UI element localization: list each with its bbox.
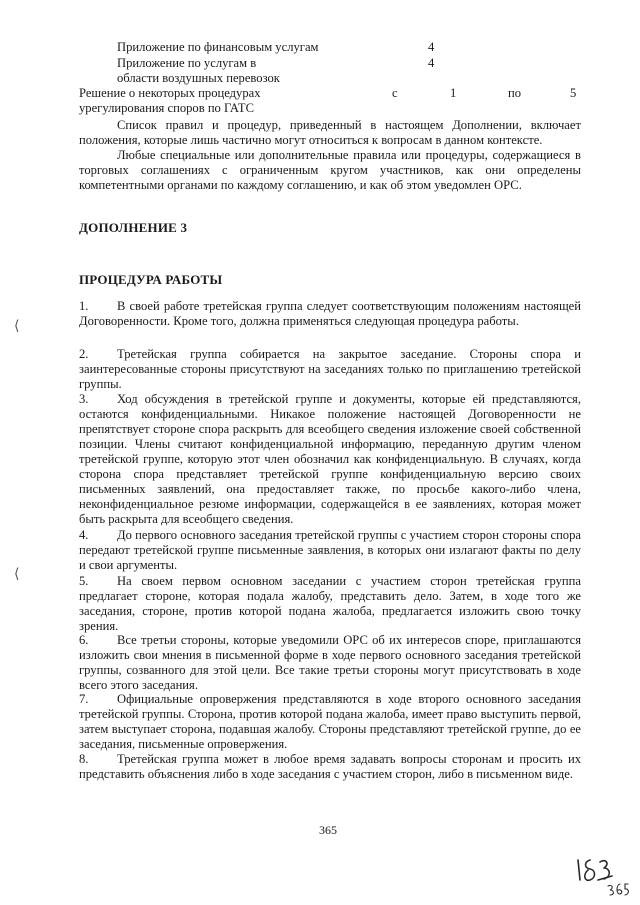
toc-row-label-line1: Приложение по услугам в [117, 56, 257, 70]
item-text: До первого основного заседания третейской группы с участием сторон стороны спора передают третейской группе письменные заявления, в которых они излагают факты по делу и свои аргументы. [79, 528, 581, 572]
list-item [79, 347, 581, 392]
list-item [79, 574, 581, 634]
item-number: 1. [79, 299, 89, 313]
list-item [79, 299, 581, 329]
intro-paragraph-2: Любые специальные или дополнительные правила или процедуры, содержащиеся в торговых соглашениях с ограниченным кругом участников, как они определены компетентными органами по каждому соглашению, и как об этом уведомлен ОРС. [79, 148, 581, 192]
toc-row-label-line1: Решение о некоторых процедурах [79, 86, 261, 100]
toc-row-page: 4 [428, 56, 435, 70]
toc-row-label-line2: области воздушных перевозок [117, 71, 280, 85]
toc-row-air-transport [117, 56, 280, 86]
item-number: 2. [79, 347, 89, 361]
toc-row-page-end: 5 [570, 86, 577, 100]
toc-row-gats [79, 86, 261, 116]
item-number: 3. [79, 392, 89, 406]
list-item [79, 528, 581, 573]
item-number: 6. [79, 633, 89, 647]
toc-row-financial [117, 40, 319, 55]
item-text: Ход обсуждения в третейской группе и документы, которые ей представляются, остаются конфиденциальными. Никакое положение настоящей Договоренности не препятствует стороне спора раскрыть для всеобщего сведения изложение своей собственной позиции. Члены считают конфиденциальной информацию, переданную другим членом третейской группе, которую этот член обозначил как конфиденциальную. В случаях, когда сторона спора представляет третейской группе конфиденциальную версию своих письменных заявлений, она предоставляет также, по просьбе какого-либо члена, неконфиденциальное резюме информации, содержащейся в ее заявлениях, которая может быть раскрыта для всеобщего сведения. [79, 392, 581, 526]
item-text: Третейская группа собирается на закрытое заседание. Стороны спора и заинтересованные стороны присутствуют на заседаниях только по приглашению третейской группы. [79, 347, 581, 391]
toc-row-from: с [392, 86, 398, 100]
margin-bracket-mark: ⟨ [14, 319, 20, 334]
toc-row-page-start: 1 [450, 86, 457, 100]
list-item [79, 633, 581, 693]
toc-row-page: 4 [428, 40, 435, 54]
item-number: 7. [79, 692, 89, 706]
item-text: Официальные опровержения представляются в ходе второго основного заседания третейской группы. Сторона, против которой подана жалоба, имеет право выступить первой, затем выступает сторона, подавшая жалобу. Стороны представляют третейской группе, до ее заседания, письменные опровержения. [79, 692, 581, 751]
item-text: На своем первом основном заседании с участием сторон третейская группа предлагает стороне, которая подала жалобу, представить дело. Затем, в ходе того же заседания, стороне, против которой подана жалоба, предлагается изложить свою точку зрения. [79, 574, 581, 633]
intro-paragraph-1: Список правил и процедур, приведенный в настоящем Дополнении, включает положения, которые лишь частично могут относиться к вопросам в данном контексте. [79, 118, 581, 147]
item-number: 4. [79, 528, 89, 542]
page-number: 365 [319, 823, 337, 837]
item-number: 8. [79, 752, 89, 766]
toc-row-label: Приложение по финансовым услугам [117, 40, 319, 54]
handwritten-folio-number [568, 846, 634, 898]
appendix-title: ДОПОЛНЕНИЕ 3 [79, 220, 188, 235]
item-text: Третейская группа может в любое время задавать вопросы сторонам и просить их представить объяснения либо в ходе заседания с участием сторон, либо в письменном виде. [79, 752, 581, 781]
margin-bracket-mark: ⟨ [14, 567, 20, 582]
item-text: В своей работе третейская группа следует соответствующим положениям настоящей Договоренности. Кроме того, должна применяться следующая процедура работы. [79, 299, 581, 328]
toc-row-label-line2: урегулирования споров по ГАТС [79, 101, 254, 115]
list-item [79, 392, 581, 527]
item-text: Все третьи стороны, которые уведомили ОРС об их интересов споре, приглашаются изложить свои мнения в письменной форме в ходе первого основного заседания третейской группы, созванного для этой цели. Все такие третьи стороны могут присутствовать в ходе всего этого заседания. [79, 633, 581, 692]
list-item [79, 692, 581, 752]
toc-row-to: по [508, 86, 522, 100]
list-item [79, 752, 581, 782]
section-title: ПРОЦЕДУРА РАБОТЫ [79, 272, 223, 287]
item-number: 5. [79, 574, 89, 588]
